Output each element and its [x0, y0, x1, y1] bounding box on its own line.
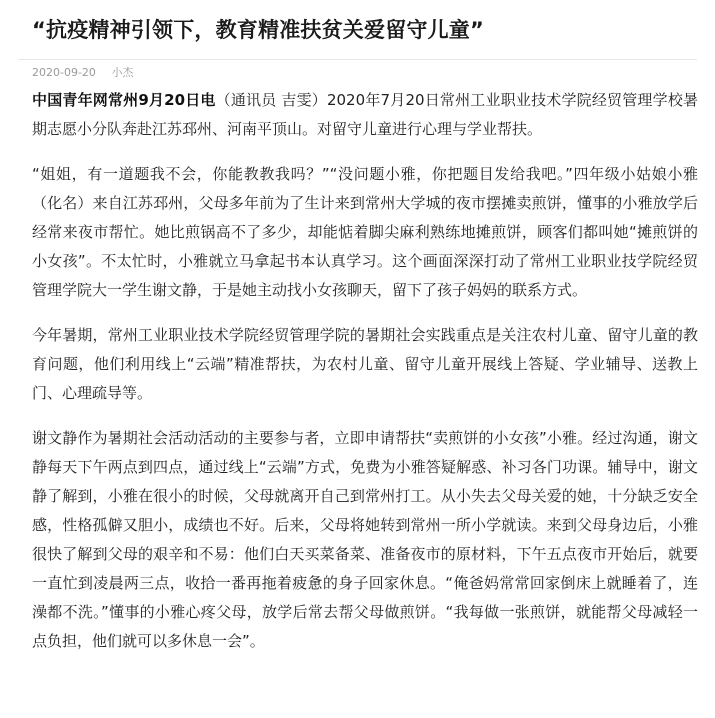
- article-title: “抗疫精神引领下，教育精准扶贫关爱留守儿童”: [32, 18, 485, 42]
- publish-date: 2020-09-20: [32, 66, 96, 79]
- article-meta: [18, 59, 697, 86]
- author-name: 小杰: [111, 66, 134, 79]
- paragraph-3: 今年暑期，常州工业职业技术学院经贸管理学院的暑期社会实践重点是关注农村儿童、留守儿童的教育问题，他们利用线上“云端”精准帮扶，为农村儿童、留守儿童开展线上答疑、学业辅导、送教上门、心理疏导等。: [32, 326, 698, 402]
- paragraph-1-text: （通讯员 吉雯）2020年7月20日常州工业职业技术学院经贸管理学校暑期志愿小分队奔赴江苏邳州、河南平顶山。对留守儿童进行心理与学业帮扶。: [32, 91, 699, 138]
- article-body: [32, 86, 698, 656]
- paragraph-4: 谢文静作为暑期社会活动活动的主要参与者，立即申请帮扶“卖煎饼的小女孩”小雅。经过沟通，谢文静每天下午两点到四点，通过线上“云端”方式，免费为小雅答疑解惑、补习各门功课。辅导中，谢文静了解到，小雅在很小的时候，父母就离开自己到常州打工。从小失去父母关爱的她，十分缺乏安全感，性格孤僻又胆小，成绩也不好。后来，父母将她转到常州一所小学就读。来到父母身边后，小雅很快了解到父母的艰辛和不易：他们白天买菜备菜、准备夜市的原材料，下午五点夜市开始后，就要一直忙到凌晨两三点，收拾一番再拖着疲惫的身子回家休息。“俺爸妈常常回家倒床上就睡着了，连澡都不洗。”懂事的小雅心疼父母，放学后常去帮父母做煎饼。“我每做一张煎饼，就能帮父母减轻一点负担，他们就可以多休息一会”。: [32, 429, 698, 650]
- paragraph-1: [32, 86, 698, 144]
- dateline: 中国青年网常州9月20日电: [32, 91, 216, 109]
- paragraph-2: “姐姐，有一道题我不会，你能教教我吗？”“没问题小雅，你把题目发给我吧。”四年级小姑娘小雅（化名）来自江苏邳州，父母多年前为了生计来到常州大学城的夜市摆摊卖煎饼，懂事的小雅放学后经常来夜市帮忙。她比煎锅高不了多少，却能惦着脚尖麻利熟练地摊煎饼，顾客们都叫她“摊煎饼的小女孩”。不太忙时，小雅就立马拿起书本认真学习。这个画面深深打动了常州工业职业技学院经贸管理学院大一学生谢文静，于是她主动找小女孩聊天，留下了孩子妈妈的联系方式。: [32, 165, 698, 299]
